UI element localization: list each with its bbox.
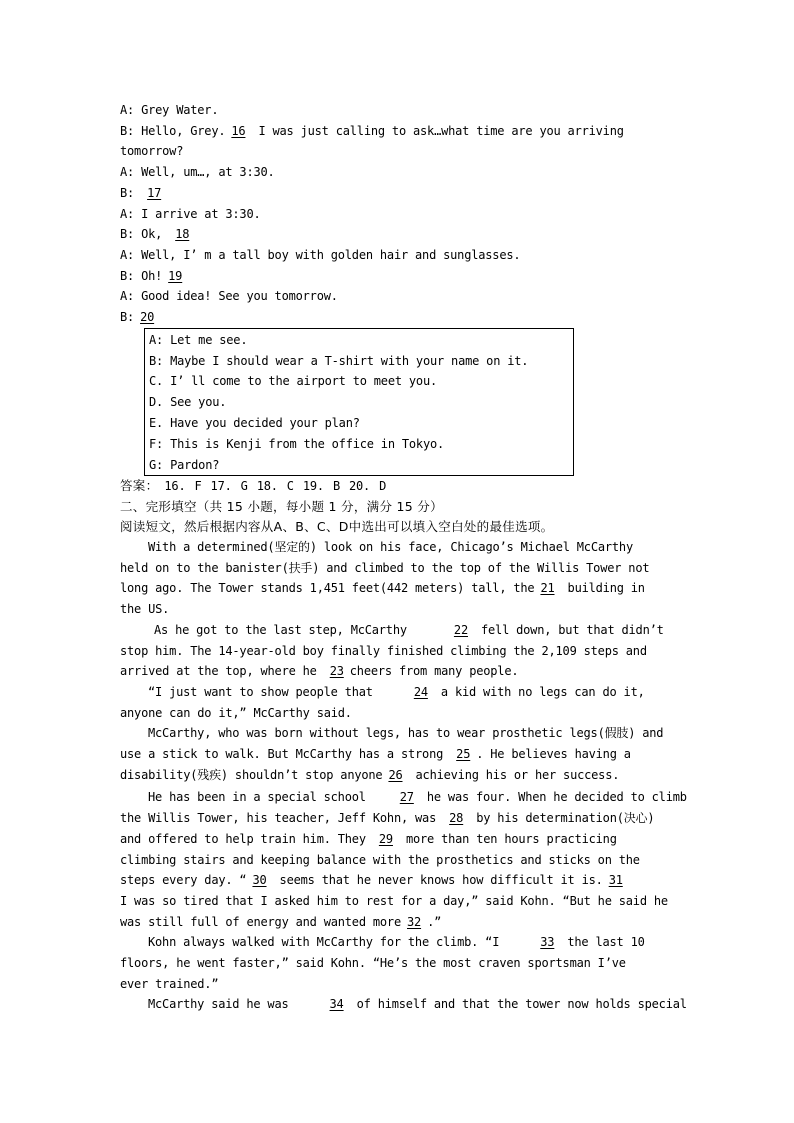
dialogue-line [120, 266, 680, 287]
answer-key [120, 476, 680, 497]
passage-line: With a determined(坚定的) look on his face, Chicago’s Michael McCarthy [148, 540, 633, 555]
passage-text: the Willis Tower, his teacher, Jeff Kohn, was [120, 811, 444, 826]
blank-32: 32 [407, 914, 422, 929]
passage-line [120, 620, 680, 641]
passage-text: . He believes having a [476, 747, 631, 762]
option-item: G: Pardon? [149, 457, 220, 472]
passage-line [120, 682, 680, 703]
blank-25: 25 [456, 747, 471, 762]
passage-line: ever trained.” [120, 976, 219, 991]
blank-31: 31 [608, 873, 623, 888]
dialogue-line [120, 121, 680, 142]
passage-text: disability(残疾) shouldn’t stop anyone [120, 767, 383, 782]
blank-21: 21 [540, 581, 555, 596]
passage-text: building in [560, 581, 645, 596]
passage-line: McCarthy, who was born without legs, has to wear prosthetic legs(假肢) and [148, 726, 664, 741]
answer-values: 16. F 17. G 18. C 19. B 20. D [164, 479, 387, 494]
option-item: A: Let me see. [149, 332, 248, 347]
blank-24: 24 [413, 684, 428, 699]
dialogue-text: B: Ok, [120, 227, 163, 242]
blank-17: 17 [147, 185, 162, 200]
passage-text: long ago. The Tower stands 1,451 feet(442 meters) tall, the [120, 581, 535, 596]
passage-text: McCarthy said he was [148, 997, 296, 1012]
passage-line [120, 578, 680, 599]
option-item: F: This is Kenji from the office in Tokyo. [149, 436, 445, 451]
blank-30: 30 [252, 873, 267, 888]
answer-label: 答案： [120, 478, 159, 494]
option-item: B: Maybe I should wear a T-shirt with your name on it. [149, 353, 529, 368]
passage-text: .” [427, 914, 442, 929]
passage-line [120, 744, 680, 765]
dialogue-line: A: Well, I’ m a tall boy with golden hair and sunglasses. [120, 247, 521, 262]
passage-text: fell down, but that didn’t [473, 622, 664, 637]
passage-line: anyone can do it,” McCarthy said. [120, 705, 352, 720]
passage-text: a kid with no legs can do it, [433, 684, 645, 699]
passage-line [120, 765, 680, 786]
blank-27: 27 [399, 790, 414, 805]
passage-text: “I just want to show people that [148, 684, 380, 699]
passage-text: Kohn always walked with McCarthy for the climb. “I [148, 935, 507, 950]
blank-26: 26 [388, 767, 403, 782]
dialogue-line: A: Well, um…, at 3:30. [120, 165, 275, 180]
section-instruction: 阅读短文，然后根据内容从A、B、C、D中选出可以填入空白处的最佳选项。 [120, 519, 554, 535]
passage-line: held on to the banister(扶手) and climbed to the top of the Willis Tower not [120, 560, 650, 575]
dialogue-line [120, 224, 680, 245]
passage-text: he was four. When he decided to climb [419, 790, 687, 805]
dialogue-line: A: Grey Water. [120, 103, 219, 117]
passage-line: climbing stairs and keeping balance with the prosthetics and sticks on the [120, 852, 640, 867]
blank-34: 34 [329, 997, 344, 1012]
dialogue-text: I was just calling to ask…what time are you arriving [251, 123, 624, 138]
passage-line [120, 912, 680, 933]
passage-line [120, 932, 680, 953]
option-item: D. See you. [149, 395, 227, 410]
blank-23: 23 [329, 664, 344, 679]
option-item: C. I’ ll come to the airport to meet you. [149, 374, 438, 389]
blank-18: 18 [175, 227, 190, 242]
passage-line: stop him. The 14-year-old boy finally finished climbing the 2,109 steps and [120, 643, 647, 658]
passage-text: use a stick to walk. But McCarthy has a strong [120, 747, 451, 762]
passage-line [120, 661, 680, 682]
passage-line [120, 994, 687, 1015]
passage-line [120, 829, 680, 850]
passage-line: floors, he went faster,” said Kohn. “He’s the most craven sportsman I’ve [120, 956, 626, 971]
passage-text: achieving his or her success. [408, 767, 620, 782]
dialogue-line [120, 307, 680, 328]
options-box [144, 328, 574, 477]
passage-text: As he got to the last step, McCarthy [154, 622, 414, 637]
section-title: 二、完形填空（共 15 小题，每小题 1 分，满分 15 分） [120, 499, 443, 515]
dialogue-text: B: Oh! [120, 268, 163, 283]
passage-line [120, 870, 680, 891]
blank-29: 29 [378, 831, 393, 846]
dialogue-text: B: [120, 310, 135, 325]
blank-22: 22 [453, 622, 468, 637]
dialogue-text: B: [120, 185, 135, 200]
blank-28: 28 [449, 811, 464, 826]
blank-16: 16 [231, 123, 246, 138]
blank-19: 19 [168, 268, 183, 283]
document-page [120, 100, 687, 1015]
passage-text: steps every day. “ [120, 873, 247, 888]
dialogue-line: A: I arrive at 3:30. [120, 206, 261, 221]
passage-text: He has been in a special school [148, 790, 366, 805]
passage-text: seems that he never knows how difficult it is. [272, 873, 603, 888]
passage-text: cheers from many people. [349, 664, 519, 679]
dialogue-line [120, 183, 680, 204]
dialogue-text: B: Hello, Grey. [120, 123, 226, 138]
dialogue-line: A: Good idea! See you tomorrow. [120, 289, 338, 304]
option-item: E. Have you decided your plan? [149, 415, 360, 430]
passage-text: of himself and that the tower now holds special [349, 997, 687, 1012]
passage-line: I was so tired that I asked him to rest for a day,” said Kohn. “But he said he [120, 893, 668, 908]
dialogue-line: tomorrow? [120, 144, 184, 159]
passage-line [120, 808, 680, 829]
passage-text: by his determination(决心) [469, 811, 655, 826]
passage-text: was still full of energy and wanted more [120, 914, 401, 929]
passage-text: arrived at the top, where he [120, 664, 324, 679]
passage-line [120, 787, 687, 808]
passage-text: and offered to help train him. They [120, 831, 373, 846]
passage-line: the US. [120, 602, 170, 617]
passage-text: the last 10 [560, 935, 645, 950]
blank-33: 33 [540, 935, 555, 950]
passage-text: more than ten hours practicing [398, 831, 617, 846]
blank-20: 20 [140, 310, 155, 325]
